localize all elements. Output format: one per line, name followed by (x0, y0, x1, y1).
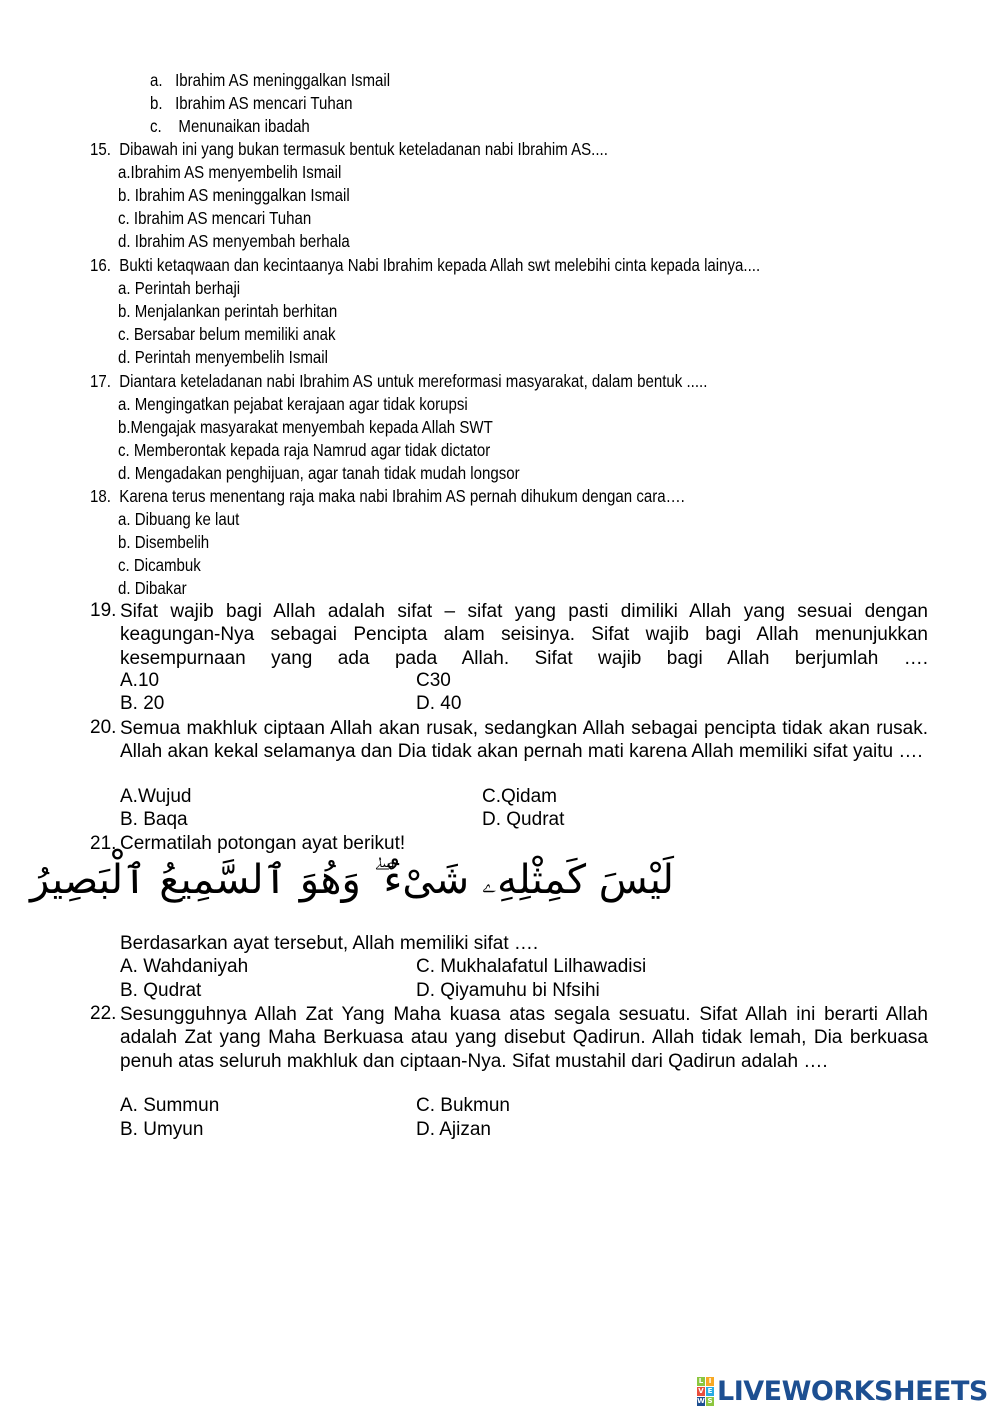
q14-option-c-text: Menunaikan ibadah (178, 116, 310, 136)
q19-option-c: C30 (416, 670, 451, 691)
q22-option-a: A. Summun (120, 1095, 220, 1116)
q19-option-a: A.10 (120, 670, 160, 691)
q18-option-b: b. Disembelih (118, 532, 210, 552)
quran-verse: لَيْسَ كَمِثْلِهِۦ شَىْءٌ ۖ وَهُوَ ٱلسَّمِيعُ ٱلْبَصِيرُ (29, 857, 674, 903)
question-20-number: 20. (90, 717, 117, 738)
q18-option-a: a. Dibuang ke laut (118, 509, 240, 529)
question-17 (90, 370, 707, 392)
q17-option-c: c. Memberontak kepada raja Namrud agar tidak dictator (118, 440, 491, 460)
q20-option-d: D. Qudrat (482, 809, 565, 830)
question-21-prompt: Berdasarkan ayat tersebut, Allah memiliki sifat …. (120, 933, 539, 954)
question-19-number: 19. (90, 600, 117, 621)
q17-option-d: d. Mengadakan penghijuan, agar tanah tidak mudah longsor (118, 463, 520, 483)
q20-option-c: C.Qidam (482, 786, 557, 807)
question-20-text: Semua makhluk ciptaan Allah akan rusak, sedangkan Allah sebagai pencipta tidak akan rusak. Allah akan kekal selamanya dan Dia tidak akan pernah mati karena Allah memiliki sifat yaitu …. (120, 718, 928, 763)
q21-option-c: C. Mukhalafatul Lilhawadisi (416, 956, 647, 977)
question-text: Dibawah ini yang bukan termasuk bentuk keteladanan nabi Ibrahim AS.... (119, 139, 608, 159)
q15-option-d: d. Ibrahim AS menyembah berhala (118, 231, 350, 251)
q16-option-c: c. Bersabar belum memiliki anak (118, 324, 336, 344)
q20-option-a: A.Wujud (120, 786, 192, 807)
q14-option-b-text: Ibrahim AS mencari Tuhan (175, 93, 353, 113)
q18-option-c: c. Dicambuk (118, 555, 201, 575)
q16-option-d: d. Perintah menyembelih Ismail (118, 347, 328, 367)
q14-option-c: c. Menunaikan ibadah (150, 116, 310, 136)
question-19-text: Sifat wajib bagi Allah adalah sifat – sifat yang pasti dimiliki Allah yang sesuai dengan keagungan-Nya sebagai Pencipta alam seisinya. Sifat wajib bagi Allah menunjukkan kesempurnaan yang ada pada Allah. Sifat wajib bagi Allah berjumlah …. (120, 601, 928, 669)
q17-option-a: a. Mengingatkan pejabat kerajaan agar tidak korupsi (118, 394, 468, 414)
question-number: 15. (90, 139, 111, 159)
question-text: Diantara keteladanan nabi Ibrahim AS untuk mereformasi masyarakat, dalam bentuk ..... (119, 371, 708, 391)
question-number: 17. (90, 371, 111, 391)
question-number: 16. (90, 255, 111, 275)
question-text: Karena terus menentang raja maka nabi Ibrahim AS pernah dihukum dengan cara…. (119, 486, 685, 506)
question-text: Bukti ketaqwaan dan kecintaanya Nabi Ibrahim kepada Allah swt melebihi cinta kepada lainya.... (119, 255, 761, 275)
q22-option-c: C. Bukmun (416, 1095, 510, 1116)
question-16 (90, 254, 760, 276)
q21-option-b: B. Qudrat (120, 980, 202, 1001)
q15-option-a: a.Ibrahim AS menyembelih Ismail (118, 162, 342, 182)
q14-option-b: b. Ibrahim AS mencari Tuhan (150, 93, 353, 113)
q18-option-d: d. Dibakar (118, 578, 187, 598)
q19-option-b: B. 20 (120, 693, 165, 714)
liveworksheets-logo[interactable] (697, 1376, 988, 1406)
question-21-text: Cermatilah potongan ayat berikut! (120, 833, 406, 854)
q22-option-d: D. Ajizan (416, 1119, 491, 1140)
q17-option-b: b.Mengajak masyarakat menyembah kepada Allah SWT (118, 417, 493, 437)
q15-option-b: b. Ibrahim AS meninggalkan Ismail (118, 185, 350, 205)
q19-option-d: D. 40 (416, 693, 462, 714)
question-22-text: Sesungguhnya Allah Zat Yang Maha kuasa atas segala sesuatu. Sifat Allah ini berarti Allah adalah Zat yang Maha Berkuasa atau yang disebut Qadirun. Allah tidak lemah, Dia berkuasa penuh atas seluruh makhluk dan ciptaan-Nya. Sifat mustahil dari Qadirun adalah …. (120, 1004, 928, 1072)
liveworksheets-brand-text: LIVEWORKSHEETS (717, 1375, 988, 1407)
liveworksheets-logo-icon: L I V E W S (697, 1376, 713, 1405)
question-number: 18. (90, 486, 111, 506)
q15-option-c: c. Ibrahim AS mencari Tuhan (118, 208, 312, 228)
q14-option-a-text: Ibrahim AS meninggalkan Ismail (175, 70, 391, 90)
q16-option-a: a. Perintah berhaji (118, 278, 241, 298)
q16-option-b: b. Menjalankan perintah berhitan (118, 301, 338, 321)
question-15 (90, 138, 608, 160)
q21-option-a: A. Wahdaniyah (120, 956, 249, 977)
question-21-number: 21. (90, 833, 117, 854)
q21-option-d: D. Qiyamuhu bi Nfsihi (416, 980, 600, 1001)
question-22-number: 22. (90, 1003, 117, 1024)
q14-option-a: a. Ibrahim AS meninggalkan Ismail (150, 70, 391, 90)
question-18 (90, 485, 685, 507)
q22-option-b: B. Umyun (120, 1119, 204, 1140)
q20-option-b: B. Baqa (120, 809, 188, 830)
